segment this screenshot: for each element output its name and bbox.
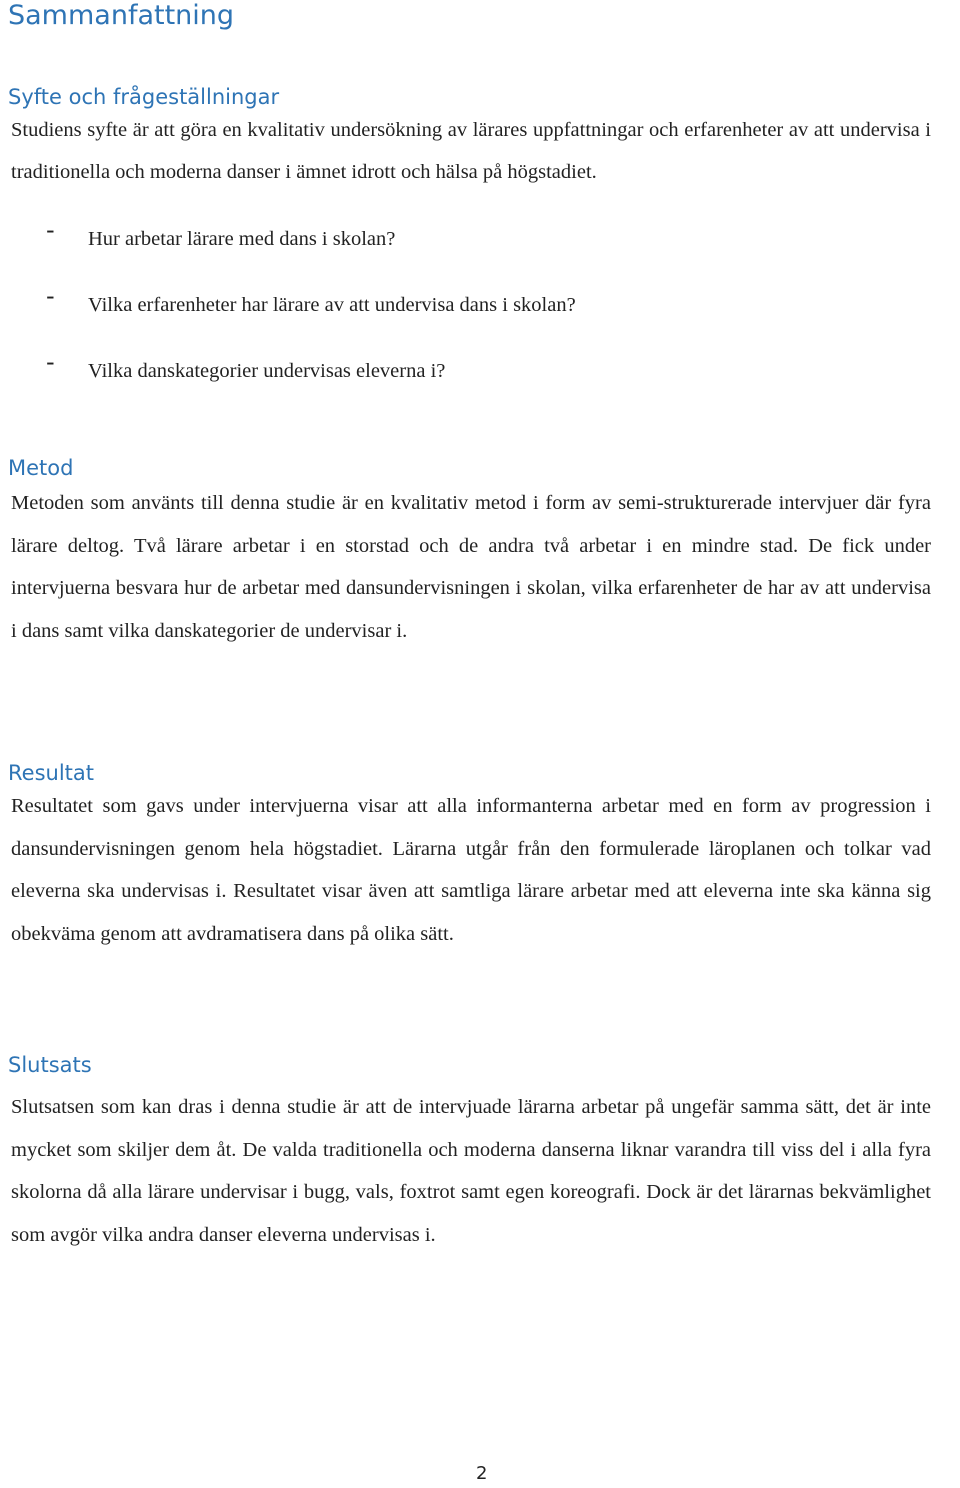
paragraph-resultat: Resultatet som gavs under intervjuerna visar att alla informanterna arbetar med en form av progression i dansundervisningen genom hela högstadiet. Lärarna utgår från den formulerade läroplanen och tolkar vad eleverna ska undervisas i. Resultatet visar även att samtliga lärare arbetar med att eleverna inte ska känna sig obekväma genom att avdramatisera dans på olika sätt. (11, 795, 931, 945)
dash-bullet-icon: - (46, 348, 55, 376)
paragraph-metod: Metoden som använts till denna studie är en kvalitativ metod i form av semi-strukturerade intervjuer där fyra lärare deltog. Två lärare arbetar i en storstad och de andra två arbetar i en mindre stad. De fick under intervjuerna besvara hur de arbetar med dansundervisningen i skolan, vilka erfarenheter de har av att undervisa i dans samt vilka danskategorier de undervisar i. (11, 492, 931, 642)
question-text: Vilka erfarenheter har lärare av att undervisa dans i skolan? (88, 294, 576, 316)
question-text: Hur arbetar lärare med dans i skolan? (88, 228, 396, 250)
paragraph-syfte: Studiens syfte är att göra en kvalitativ undersökning av lärares uppfattningar och erfarenheter av att undervisa i traditionella och moderna danser i ämnet idrott och hälsa på högstadiet. (11, 119, 931, 183)
dash-bullet-icon: - (46, 216, 55, 244)
page-title: Sammanfattning (8, 0, 235, 31)
paragraph-slutsats: Slutsatsen som kan dras i denna studie är att de intervjuade lärarna arbetar på ungefär samma sätt, det är inte mycket som skiljer dem åt. De valda traditionella och moderna danserna liknar varandra till viss del i alla fyra skolorna då alla lärare undervisar i bugg, vals, foxtrot samt egen koreografi. Dock är det lärarnas bekvämlighet som avgör vilka andra danser eleverna undervisas i. (11, 1096, 931, 1246)
dash-bullet-icon: - (46, 282, 55, 310)
page-number: 2 (476, 1463, 488, 1484)
heading-metod: Metod (8, 456, 74, 480)
heading-resultat: Resultat (8, 761, 94, 785)
heading-slutsats: Slutsats (8, 1053, 92, 1077)
question-text: Vilka danskategorier undervisas eleverna i? (88, 360, 446, 382)
heading-syfte: Syfte och frågeställningar (8, 85, 280, 109)
